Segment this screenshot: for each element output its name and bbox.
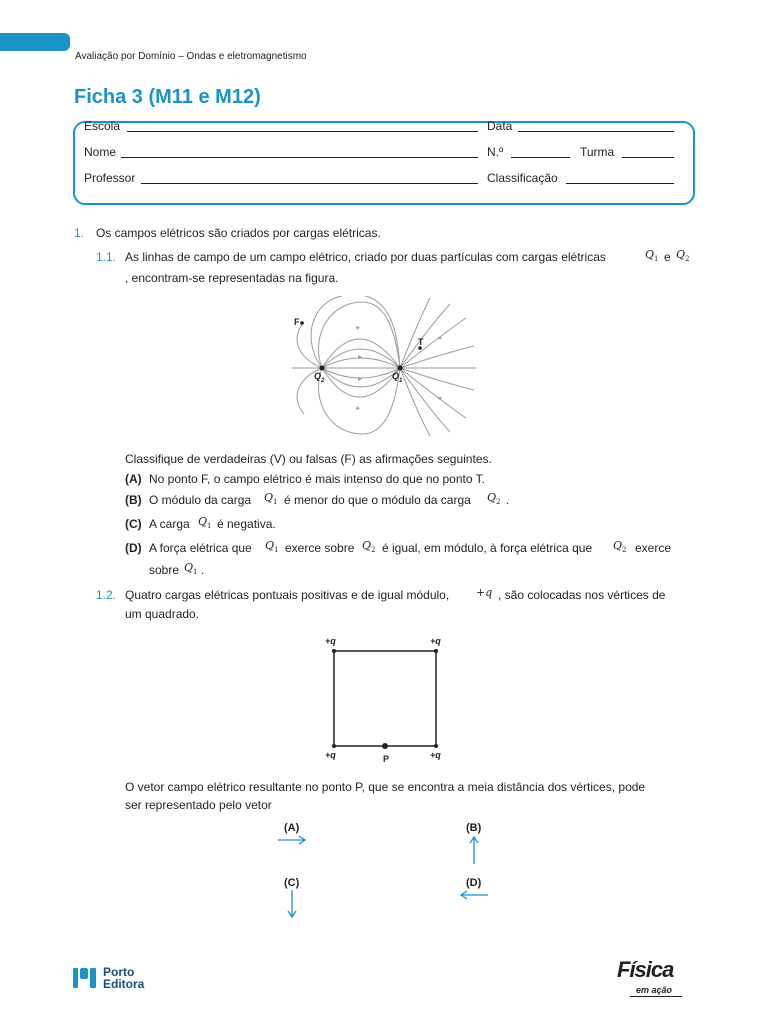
- corner-charge-dot: [434, 744, 438, 748]
- option-d-q1b: $Q_1$: [184, 561, 198, 577]
- charge-q1-dot: [398, 366, 403, 371]
- option-c-q1: $Q_1$: [198, 515, 212, 531]
- book-logo-subtitle: em ação: [636, 985, 673, 995]
- option-d-text-e: sobre: [149, 563, 180, 577]
- question-1-1-text-a: As linhas de campo de um campo elétrico, criado por duas partículas com cargas elétricas: [125, 250, 606, 264]
- classificacao-field[interactable]: [566, 183, 674, 184]
- answer-d-arrow-left-icon: [458, 887, 490, 903]
- corner-charge-dot: [434, 649, 438, 653]
- professor-label: Professor: [84, 171, 136, 185]
- field-arrow: [356, 406, 360, 410]
- question-1-number: 1.: [74, 226, 85, 240]
- option-d-q2b: $Q_2$: [613, 539, 627, 555]
- escola-label: Escola: [84, 119, 121, 133]
- corner-label-bottom-right: +q: [430, 750, 441, 760]
- square: [334, 651, 436, 746]
- identification-box: [73, 121, 695, 205]
- answer-b-label: (B): [466, 822, 482, 834]
- nome-field[interactable]: [121, 157, 478, 158]
- point-p-dot: [382, 743, 388, 749]
- option-a-label: (A): [125, 472, 142, 486]
- book-logo-underline: [630, 996, 682, 997]
- charge-q2-symbol: $Q_2$: [676, 248, 690, 264]
- figure-label-f: F: [294, 317, 300, 327]
- data-field[interactable]: [518, 131, 674, 132]
- field-line: [322, 368, 403, 397]
- field-line: [400, 368, 450, 432]
- corner-charge-dot: [332, 649, 336, 653]
- porto-editora-logo-icon: [71, 966, 101, 990]
- answer-a-arrow-right-icon: [276, 832, 308, 848]
- classificacao-label: Classificação: [487, 171, 558, 185]
- answer-d-label: (D): [466, 877, 482, 889]
- question-1-2-question-a: O vetor campo elétrico resultante no ponto P, que se encontra a meia distância dos vértices, pode: [125, 780, 646, 794]
- question-1-1-instruction: Classifique de verdadeiras (V) ou falsas (F) as afirmações seguintes.: [125, 452, 492, 466]
- corner-label-top-left: +q: [325, 636, 336, 646]
- option-b-q2: $Q_2$: [487, 491, 501, 507]
- question-1-text: Os campos elétricos são criados por cargas elétricas.: [96, 226, 381, 240]
- point-p-label: P: [383, 754, 390, 764]
- nome-label: Nome: [84, 145, 117, 159]
- charge-q2-dot: [320, 366, 325, 371]
- option-d-text-f: .: [201, 563, 205, 577]
- field-arrow: [356, 326, 360, 330]
- square-figure: [320, 636, 450, 766]
- question-1-2-number: 1.2.: [96, 588, 117, 602]
- option-b-text-c: .: [506, 493, 510, 507]
- field-line: [322, 339, 400, 368]
- answer-b-arrow-up-icon: [466, 834, 482, 866]
- field-line: [322, 368, 400, 378]
- escola-field[interactable]: [127, 131, 478, 132]
- page-subtitle: Avaliação por Domínio – Ondas e eletromagnetismo: [75, 51, 307, 62]
- figure-label-q2: $Q_2$: [314, 371, 325, 384]
- numero-field[interactable]: [511, 157, 570, 158]
- field-line: [400, 304, 450, 368]
- publisher-name: Porto Editora: [103, 965, 145, 991]
- option-d-text-b: exerce sobre: [285, 541, 355, 555]
- option-b-q1: $Q_1$: [264, 491, 278, 507]
- field-line: [322, 358, 400, 368]
- figure-label-q1: $Q_1$: [392, 371, 403, 384]
- question-1-2-text-c: um quadrado.: [125, 607, 200, 621]
- question-1-2-charge: +q: [476, 586, 493, 599]
- header-accent-bar: [0, 33, 70, 51]
- question-1-1-text-b: , encontram-se representadas na figura.: [125, 271, 339, 285]
- figure-label-t: T: [418, 337, 424, 347]
- field-line: [400, 368, 474, 390]
- question-1-2-question-b: ser representado pelo vetor: [125, 798, 272, 812]
- corner-label-top-right: +q: [430, 636, 441, 646]
- option-d-text-d: exerce: [635, 541, 672, 555]
- field-line: [400, 346, 474, 368]
- option-b-text-b: é menor do que o módulo da carga: [284, 493, 471, 507]
- professor-field[interactable]: [141, 183, 478, 184]
- option-d-text-c: é igual, em módulo, à força elétrica que: [382, 541, 593, 555]
- page-title: Ficha 3 (M11 e M12): [74, 86, 261, 108]
- option-d-q1: $Q_1$: [265, 539, 279, 555]
- question-1-2-text-a: Quatro cargas elétricas pontuais positivas e de igual módulo,: [125, 588, 450, 602]
- book-logo: Física: [617, 957, 674, 982]
- option-a-text: No ponto F, o campo elétrico é mais intenso do que no ponto T.: [149, 472, 485, 486]
- option-d-label: (D): [125, 541, 142, 555]
- charge-q1-symbol: $Q_1$: [645, 248, 659, 264]
- data-label: Data: [487, 119, 513, 133]
- turma-field[interactable]: [622, 157, 674, 158]
- answer-c-arrow-down-icon: [284, 888, 300, 920]
- option-d-text-a: A força elétrica que: [149, 541, 252, 555]
- corner-charge-dot: [332, 744, 336, 748]
- option-d-q2: $Q_2$: [362, 539, 376, 555]
- turma-label: Turma: [580, 145, 615, 159]
- numero-label: N.º: [487, 145, 504, 159]
- point-f-dot: [300, 321, 304, 325]
- question-1-1-and: e: [664, 250, 671, 264]
- option-c-text-a: A carga: [149, 517, 190, 531]
- question-1-2-text-b: , são colocadas nos vértices de: [498, 588, 666, 602]
- corner-label-bottom-left: +q: [325, 750, 336, 760]
- answer-c-label: (C): [284, 877, 300, 889]
- answer-a-label: (A): [284, 822, 300, 834]
- option-b-text-a: O módulo da carga: [149, 493, 252, 507]
- option-b-label: (B): [125, 493, 142, 507]
- option-c-text-b: é negativa.: [217, 517, 276, 531]
- option-c-label: (C): [125, 517, 142, 531]
- question-1-1-number: 1.1.: [96, 250, 117, 264]
- field-lines-figure: [290, 296, 478, 436]
